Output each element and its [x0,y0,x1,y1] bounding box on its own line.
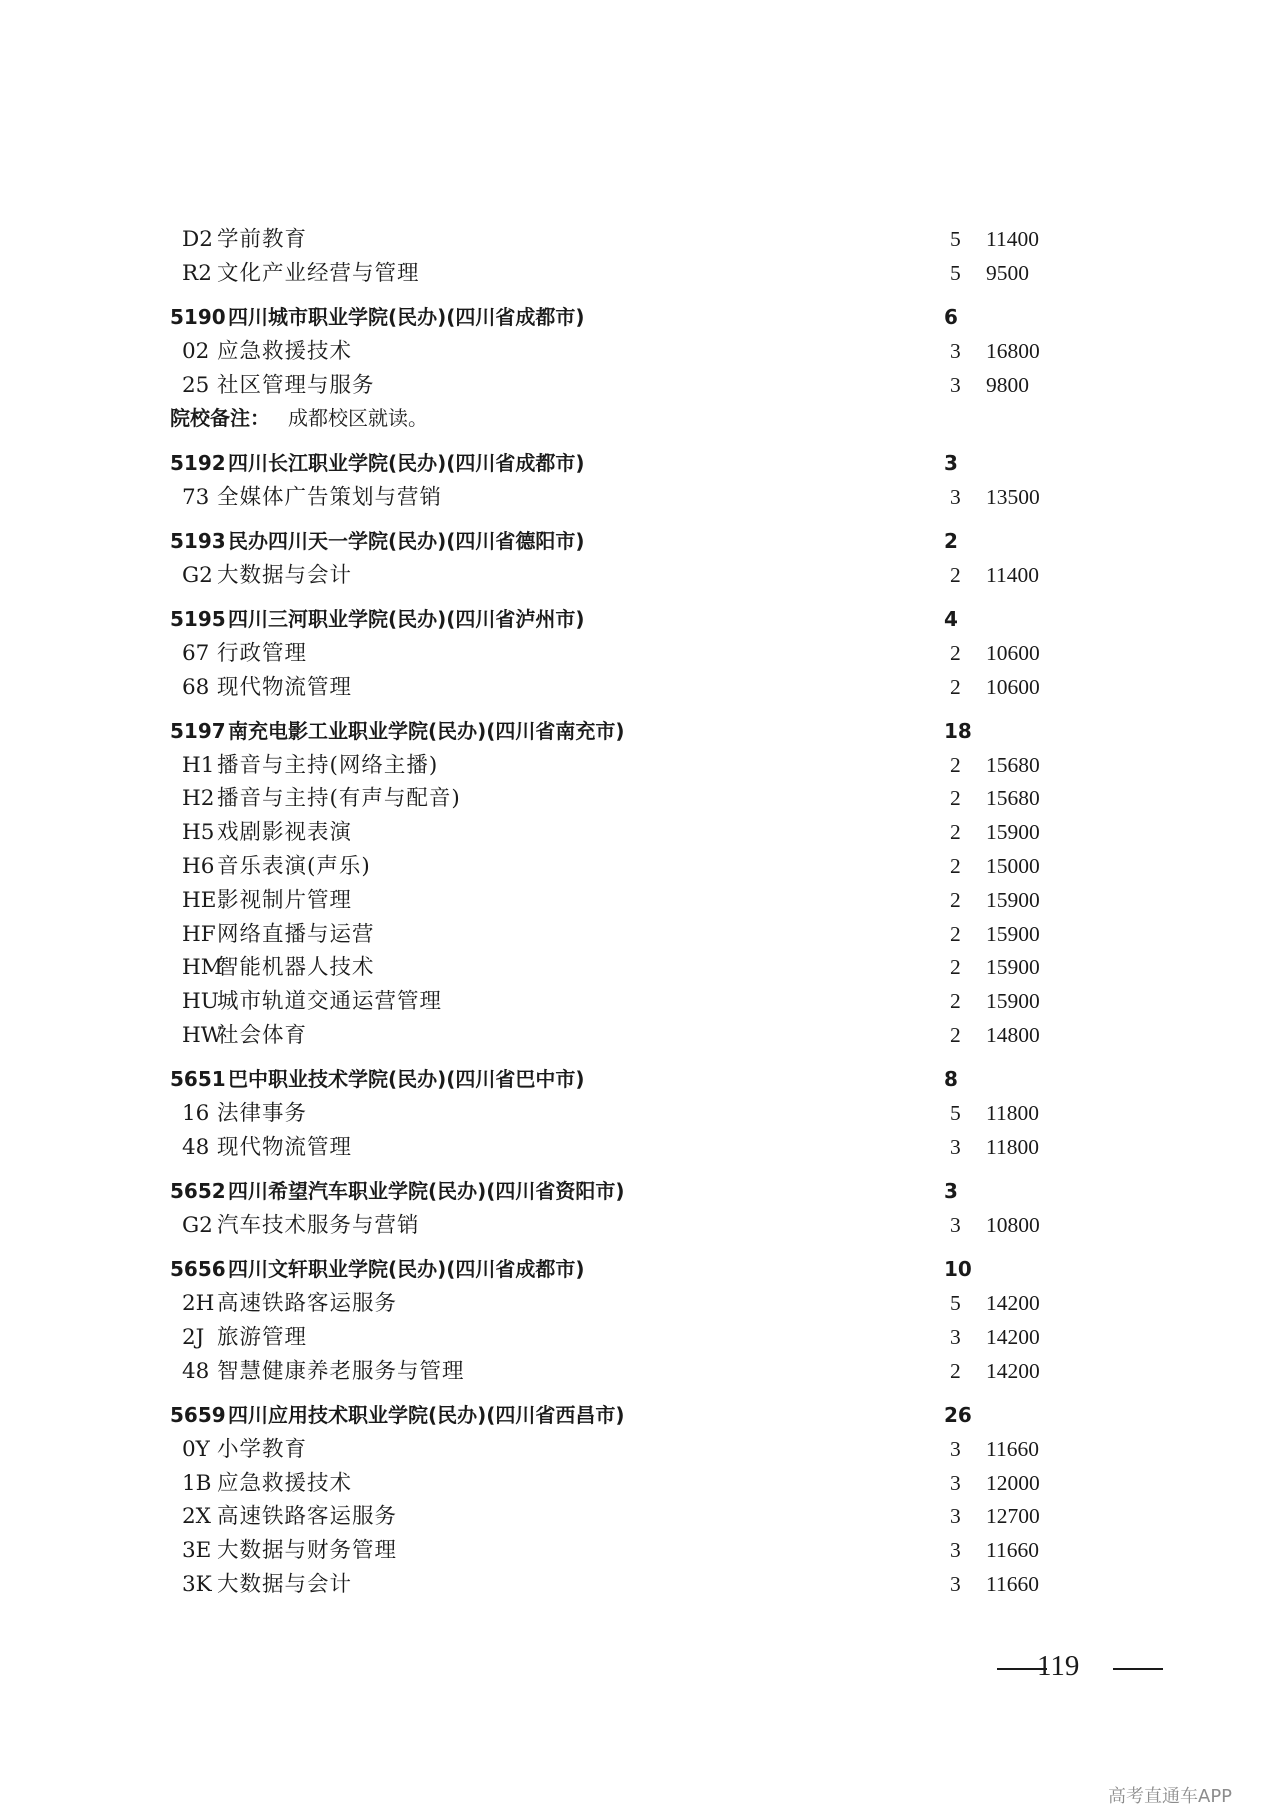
major-name: 智慧健康养老服务与管理 [217,1358,465,1384]
school-row [0,1175,1280,1209]
major-plan: 3 [950,1504,961,1529]
major-code: HF [182,921,216,947]
major-row [0,1321,1280,1355]
major-fee: 14200 [986,1324,1040,1349]
major-row [0,850,1280,884]
major-code: H5 [182,820,215,846]
major-code: HE [182,887,217,913]
major-row [0,1131,1280,1165]
major-fee: 15900 [986,887,1040,912]
major-code: 2H [182,1291,215,1317]
major-plan: 2 [950,887,961,912]
major-fee: 10600 [986,674,1040,699]
major-plan: 3 [950,1324,961,1349]
major-row [0,637,1280,671]
major-row [0,1355,1280,1389]
block-separator [0,514,1280,525]
school-plan-total: 2 [944,528,958,553]
major-plan: 3 [950,1436,961,1461]
school-plan-total: 8 [944,1067,958,1092]
school-name: 四川三河职业学院(民办)(四川省泸州市) [228,606,585,631]
major-name: 播音与主持(网络主播) [217,752,439,778]
major-plan: 2 [950,1358,961,1383]
school-code: 5193 [170,528,226,553]
major-plan: 2 [950,752,961,777]
major-plan: 2 [950,820,961,845]
major-name: 高速铁路客运服务 [217,1291,398,1317]
major-name: 智能机器人技术 [217,955,375,981]
major-name: 行政管理 [217,640,308,666]
major-plan: 2 [950,640,961,665]
major-code: HU [182,989,219,1015]
school-name: 四川长江职业学院(民办)(四川省成都市) [228,450,585,475]
major-row [0,481,1280,515]
block-separator [0,1243,1280,1254]
major-plan: 5 [950,1101,961,1126]
major-plan: 2 [950,674,961,699]
school-note-text: 成都校区就读。 [288,406,428,431]
major-row [0,985,1280,1019]
school-row [0,1063,1280,1097]
major-fee: 13500 [986,484,1040,509]
page-number-dash-right [1113,1668,1163,1670]
major-fee: 11400 [986,227,1039,251]
major-fee: 14200 [986,1291,1040,1316]
school-name: 四川应用技术职业学院(民办)(四川省西昌市) [228,1403,625,1427]
major-row [0,749,1280,783]
major-name: 汽车技术服务与营销 [217,1213,420,1239]
major-row [0,951,1280,985]
major-plan: 2 [950,854,961,879]
school-note-label: 院校备注： [170,406,270,431]
major-fee: 15680 [986,752,1040,777]
school-code: 5652 [170,1179,226,1204]
block-separator [0,592,1280,603]
major-fee: 9500 [986,260,1029,285]
school-plan-total: 3 [944,1179,958,1204]
major-row [0,1433,1280,1467]
school-plan-total: 4 [944,606,958,631]
major-plan: 2 [950,1023,961,1048]
major-code: 0Y [182,1436,210,1462]
major-code: 2X [182,1504,211,1530]
major-name: 网络直播与运营 [217,921,375,947]
major-plan: 5 [950,227,961,251]
school-code: 5195 [170,606,226,631]
major-row [0,918,1280,952]
major-plan: 3 [950,338,961,363]
major-code: R2 [182,260,212,286]
major-name: 大数据与会计 [217,562,353,588]
major-plan: 3 [950,1571,961,1596]
page-number-text: 119 [1037,1650,1080,1682]
major-code: G2 [182,562,213,588]
major-name: 旅游管理 [217,1324,308,1350]
major-plan: 2 [950,921,961,946]
major-plan: 3 [950,1134,961,1159]
block-separator [0,291,1280,302]
school-code: 5656 [170,1257,226,1282]
major-name: 戏剧影视表演 [217,820,353,846]
school-code: 5197 [170,718,226,743]
major-code: 73 [182,484,210,510]
major-code: G2 [182,1213,213,1239]
major-plan: 3 [950,1470,961,1495]
major-fee: 11400 [986,562,1039,587]
block-separator [0,1053,1280,1064]
major-plan: 3 [950,372,961,397]
watermark: 高考直通车APP [1108,1786,1233,1807]
major-fee: 10600 [986,640,1040,665]
major-fee: 11660 [986,1571,1039,1596]
major-code: D2 [182,227,213,252]
major-fee: 14200 [986,1358,1040,1383]
major-row [0,559,1280,593]
major-code: 3K [182,1571,212,1597]
major-fee: 10800 [986,1213,1040,1238]
major-row [0,1568,1280,1602]
school-row [0,603,1280,637]
major-fee: 12700 [986,1504,1040,1529]
school-note-row [0,402,1280,436]
major-row [0,1097,1280,1131]
major-fee: 11800 [986,1101,1039,1126]
major-code: 25 [182,372,210,398]
major-fee: 11800 [986,1134,1039,1159]
school-row [0,1399,1280,1433]
major-name: 大数据与财务管理 [217,1538,398,1564]
block-separator [0,1165,1280,1176]
school-row [0,525,1280,559]
major-row [0,884,1280,918]
major-name: 大数据与会计 [217,1571,353,1597]
school-name: 民办四川天一学院(民办)(四川省德阳市) [228,528,585,553]
major-fee: 11660 [986,1538,1039,1563]
block-separator [0,436,1280,447]
major-name: 社区管理与服务 [217,372,375,398]
major-code: H2 [182,786,215,812]
major-name: 学前教育 [217,227,308,252]
major-fee: 15000 [986,854,1040,879]
major-name: 现代物流管理 [217,674,353,700]
major-plan: 2 [950,955,961,980]
major-code: 67 [182,640,210,666]
major-name: 现代物流管理 [217,1134,353,1160]
major-code: HM [182,955,223,981]
school-name: 四川城市职业学院(民办)(四川省成都市) [228,305,585,330]
major-plan: 3 [950,484,961,509]
major-plan: 3 [950,1538,961,1563]
major-plan: 2 [950,562,961,587]
major-row [0,1287,1280,1321]
school-row [0,715,1280,749]
school-name: 四川文轩职业学院(民办)(四川省成都市) [228,1257,585,1282]
major-name: 应急救援技术 [217,338,353,364]
major-name: 文化产业经营与管理 [217,260,420,286]
major-row [0,223,1280,257]
major-fee: 15900 [986,955,1040,980]
school-name: 南充电影工业职业学院(民办)(四川省南充市) [228,718,625,743]
school-plan-total: 18 [944,718,972,743]
major-fee: 9800 [986,372,1029,397]
major-code: 16 [182,1101,210,1127]
major-row [0,1500,1280,1534]
major-name: 播音与主持(有声与配音) [217,786,461,812]
school-plan-total: 10 [944,1257,972,1282]
block-separator [0,1389,1280,1400]
major-name: 应急救援技术 [217,1470,353,1496]
major-plan: 3 [950,1213,961,1238]
major-plan: 5 [950,260,961,285]
major-code: 2J [182,1324,205,1350]
school-row [0,301,1280,335]
major-plan: 2 [950,989,961,1014]
major-fee: 11660 [986,1436,1039,1461]
major-code: H1 [182,752,215,778]
school-plan-total: 3 [944,450,958,475]
major-row [0,257,1280,291]
major-row [0,1019,1280,1053]
block-separator [0,704,1280,715]
major-name: 影视制片管理 [217,887,353,913]
major-name: 社会体育 [217,1023,308,1049]
major-name: 小学教育 [217,1436,308,1462]
major-row [0,816,1280,850]
major-row [0,671,1280,705]
major-fee: 15900 [986,820,1040,845]
enrollment-plan-list [0,223,1280,1602]
major-fee: 12000 [986,1470,1040,1495]
major-name: 法律事务 [217,1101,308,1127]
school-name: 四川希望汽车职业学院(民办)(四川省资阳市) [228,1179,625,1204]
major-row [0,782,1280,816]
major-row [0,335,1280,369]
major-fee: 16800 [986,338,1040,363]
major-row [0,369,1280,403]
major-code: 68 [182,674,210,700]
school-code: 5190 [170,305,226,330]
major-fee: 14800 [986,1023,1040,1048]
major-row [0,1467,1280,1501]
major-name: 城市轨道交通运营管理 [217,989,443,1015]
school-plan-total: 6 [944,305,958,330]
major-code: HW [182,1023,223,1049]
major-row [0,1534,1280,1568]
major-name: 音乐表演(声乐) [217,854,371,880]
school-code: 5651 [170,1067,226,1092]
school-name: 巴中职业技术学院(民办)(四川省巴中市) [228,1067,585,1092]
major-code: 1B [182,1470,212,1496]
major-code: 48 [182,1134,210,1160]
major-name: 高速铁路客运服务 [217,1504,398,1530]
school-code: 5659 [170,1403,226,1427]
major-plan: 2 [950,786,961,811]
school-plan-total: 26 [944,1403,972,1427]
school-row [0,447,1280,481]
major-fee: 15900 [986,921,1040,946]
major-fee: 15680 [986,786,1040,811]
major-plan: 5 [950,1291,961,1316]
major-row [0,1209,1280,1243]
major-name: 全媒体广告策划与营销 [217,484,443,510]
major-code: 3E [182,1538,212,1564]
major-fee: 15900 [986,989,1040,1014]
major-code: H6 [182,854,215,880]
school-row [0,1253,1280,1287]
major-code: 02 [182,338,210,364]
school-code: 5192 [170,450,226,475]
major-code: 48 [182,1358,210,1384]
